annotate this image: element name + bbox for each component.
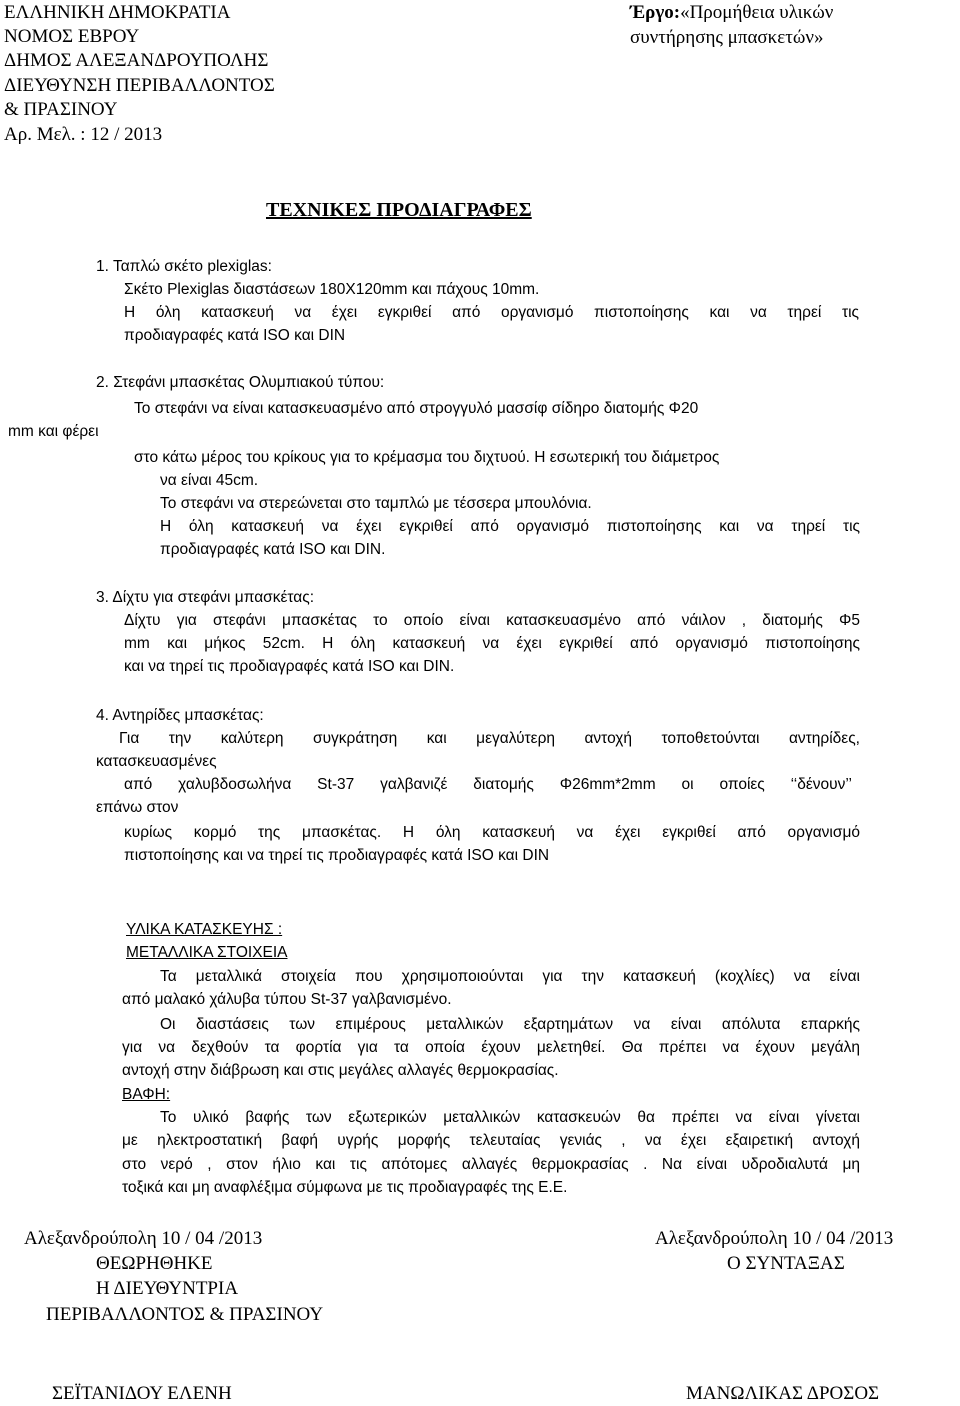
section-2-line: στο κάτω μέρος του κρίκους για το κρέμασμα του διχτυού. Η εσωτερική του διάμετρος xyxy=(134,449,720,466)
director-department: ΠΕΡΙΒΑΛΛΟΝΤΟΣ & ΠΡΑΣΙΝΟΥ xyxy=(46,1304,324,1325)
section-3-line: και να τηρεί τις προδιαγραφές κατά ISO και DIN. xyxy=(124,658,455,675)
header-line-directorate: ΔΙΕΥΘΥΝΣΗ ΠΕΡΙΒΑΛΛΟΝΤΟΣ xyxy=(4,75,275,96)
materials-heading: ΥΛΙΚΑ ΚΑΤΑΣΚΕΥΗΣ : xyxy=(126,921,283,938)
paint-paragraph-line: στο νερό , στον ήλιο και τις απότομες αλλαγές θερμοκρασίας . Να είναι υδροδιαλυτά μη xyxy=(122,1156,860,1173)
section-4-line: από χαλυβδοσωλήνα St-37 γαλβανιζέ διατομής Φ26mm*2mm οι οποίες ‘‘δένουν’’ xyxy=(124,776,852,793)
materials-paragraph-line: Τα μεταλλικά στοιχεία που χρησιμοποιούνται για την κατασκευή (κοχλίες) να είναι xyxy=(160,968,860,985)
page-title: ΤΕΧΝΙΚΕΣ ΠΡΟΔΙΑΓΡΑΦΕΣ xyxy=(266,199,532,221)
director-name: ΣΕΪΤΑΝΙΔΟΥ ΕΛΕΝΗ xyxy=(52,1383,232,1404)
materials-paragraph-line: από μαλακό χάλυβα τύπου St-37 γαλβανισμένο. xyxy=(122,991,452,1008)
project-line-1 xyxy=(630,1,833,24)
materials-paragraph-line: Οι διαστάσεις των επιμέρους μεταλλικών εξαρτημάτων να είναι απόλυτα επαρκής xyxy=(160,1016,860,1033)
header-line-municipality: ΔΗΜΟΣ ΑΛΕΞΑΝΔΡΟΥΠΟΛΗΣ xyxy=(4,50,269,71)
approval-label: ΘΕΩΡΗΘΗΚΕ xyxy=(96,1253,213,1274)
paint-paragraph-line: Το υλικό βαφής των εξωτερικών μεταλλικών κατασκευών θα πρέπει να είναι γίνεται xyxy=(160,1109,860,1126)
materials-paragraph-line: αντοχή στην διάβρωση και στις μεγάλες αλλαγές θερμοκρασίας. xyxy=(122,1062,559,1079)
paint-paragraph-line: με ηλεκτροστατική βαφή υγρής μορφής τελευταίας γενιάς , να έχει εξαιρετική αντοχή xyxy=(122,1132,860,1149)
section-2-line: Το στεφάνι να είναι κατασκευασμένο από στρογγυλό μασσίφ σίδηρο διατομής Φ20 xyxy=(134,400,699,417)
section-2-heading: 2. Στεφάνι μπασκέτας Ολυμπιακού τύπου: xyxy=(96,374,385,391)
header-line-prefecture: ΝΟΜΟΣ ΕΒΡΟΥ xyxy=(4,26,140,47)
section-2-line: να είναι 45cm. xyxy=(160,472,259,489)
section-3-line: mm και μήκος 52cm. Η όλη κατασκευή να έχει εγκριθεί από οργανισμό πιστοποίησης xyxy=(124,635,860,652)
section-4-heading: 4. Αντηρίδες μπασκέτας: xyxy=(96,707,264,724)
section-4-line: Για την καλύτερη συγκράτηση και μεγαλύτερη αντοχή τοποθετούνται αντηρίδες, xyxy=(119,730,860,747)
section-4-line: επάνω στον xyxy=(96,799,179,816)
materials-paragraph-line: για να δεχθούν τα φορτία για τα οποία έχουν μελετηθεί. Θα πρέπει να έχουν μεγάλη xyxy=(122,1039,860,1056)
header-line-study-number: Αρ. Μελ. : 12 / 2013 xyxy=(4,124,163,145)
author-name: ΜΑΝΩΛΙΚΑΣ ΔΡΟΣΟΣ xyxy=(686,1383,880,1404)
section-4-line: κυρίως κορμό της μπασκέτας. Η όλη κατασκευή να έχει εγκριθεί από οργανισμό xyxy=(124,824,860,841)
project-title-1: «Προμήθεια υλικών xyxy=(680,2,834,23)
project-title-2: συντήρησης μπασκετών» xyxy=(630,27,824,48)
section-2-line: προδιαγραφές κατά ISO και DIN. xyxy=(160,541,386,558)
paint-paragraph-line: τοξικά και μη αναφλέξιμα σύμφωνα με τις προδιαγραφές της Ε.Ε. xyxy=(122,1179,568,1196)
section-3-line: Δίχτυ για στεφάνι μπασκέτας το οποίο είναι κατασκευασμένο από νάιλον , διατομής Φ5 xyxy=(124,612,860,629)
section-3-heading: 3. Δίχτυ για στεφάνι μπασκέτας: xyxy=(96,589,315,606)
section-2-line: Η όλη κατασκευή να έχει εγκριθεί από οργανισμό πιστοποίησης και να τηρεί τις xyxy=(160,518,860,535)
section-4-line: πιστοποίησης και να τηρεί τις προδιαγραφές κατά ISO και DIN xyxy=(124,847,550,864)
section-1-heading: 1. Ταπλώ σκέτο plexiglas: xyxy=(96,258,272,275)
section-2-line: mm και φέρει xyxy=(8,423,99,440)
header-line-directorate-2: & ΠΡΑΣΙΝΟΥ xyxy=(4,99,118,120)
section-4-line: κατασκευασμένες xyxy=(96,753,217,770)
author-date: Αλεξανδρούπολη 10 / 04 /2013 xyxy=(655,1228,894,1249)
section-1-line: προδιαγραφές κατά ISO και DIN xyxy=(124,327,346,344)
author-label: Ο ΣΥΝΤΑΞΑΣ xyxy=(727,1253,845,1274)
paint-subheading: ΒΑΦΗ: xyxy=(122,1086,171,1103)
section-1-line: Σκέτο Plexiglas διαστάσεων 180Χ120mm και πάχους 10mm. xyxy=(124,281,540,298)
metal-elements-subheading: ΜΕΤΑΛΛΙΚΑ ΣΤΟΙΧΕΙΑ xyxy=(126,944,288,961)
project-label: Έργο: xyxy=(630,2,681,23)
section-1-line: Η όλη κατασκευή να έχει εγκριθεί από οργανισμό πιστοποίησης και να τηρεί τις xyxy=(124,304,859,321)
header-line-country: ΕΛΛΗΝΙΚΗ ΔΗΜΟΚΡΑΤΙΑ xyxy=(4,2,231,23)
approval-date: Αλεξανδρούπολη 10 / 04 /2013 xyxy=(24,1228,263,1249)
section-2-line: Το στεφάνι να στερεώνεται στο ταμπλώ με τέσσερα μπουλόνια. xyxy=(160,495,592,512)
director-title: Η ΔΙΕΥΘΥΝΤΡΙΑ xyxy=(96,1278,239,1299)
